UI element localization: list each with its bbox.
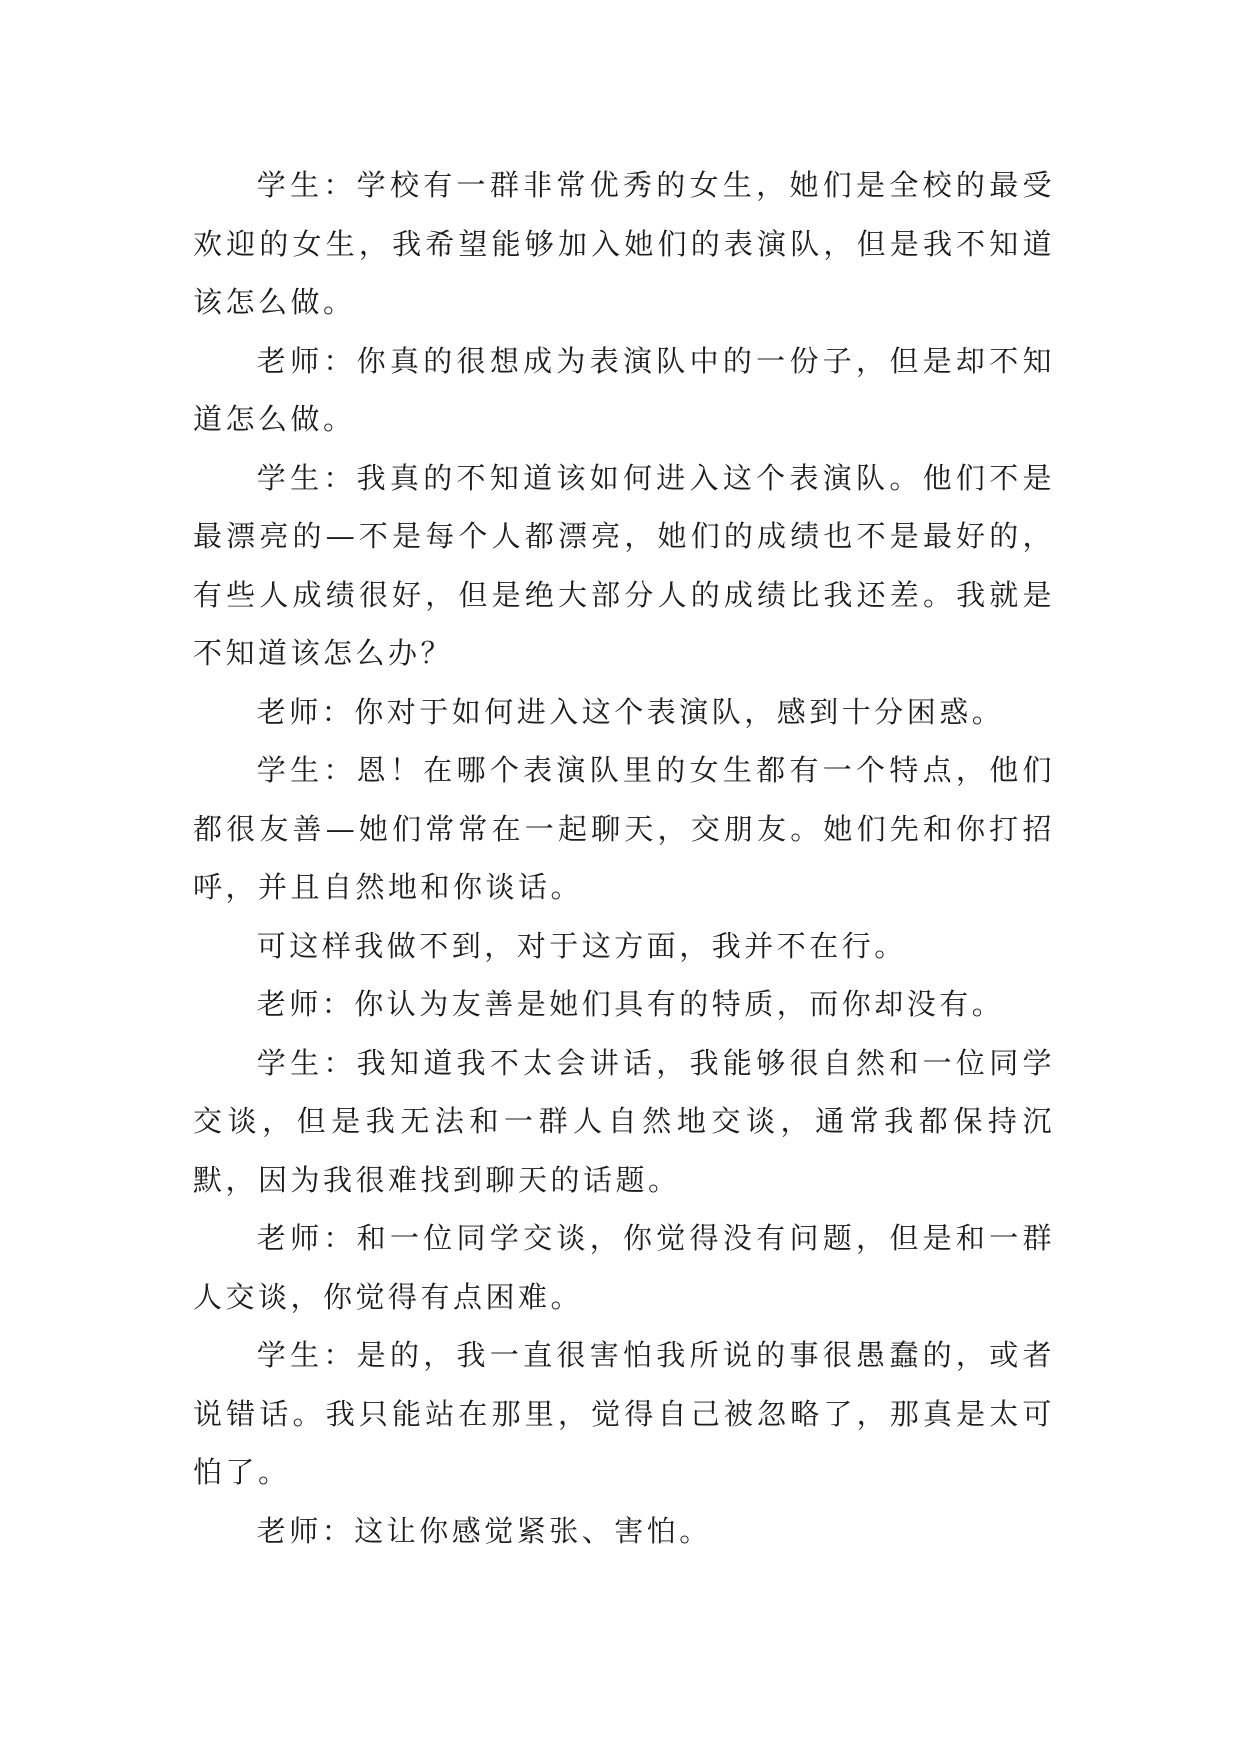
paragraph-teacher-4: 老师：和一位同学交谈，你觉得没有问题，但是和一群人交谈，你觉得有点困难。 [193, 1221, 1055, 1314]
paragraph-teacher-1: 老师：你真的很想成为表演队中的一份子，但是却不知道怎么做。 [193, 343, 1055, 436]
paragraph-teacher-2: 老师：你对于如何进入这个表演队，感到十分困惑。 [256, 694, 1005, 729]
paragraph-student-5: 学生：是的，我一直很害怕我所说的事很愚蠢的，或者说错话。我只能站在那里，觉得自己被忽略了，那真是太可怕了。 [193, 1338, 1055, 1489]
paragraph-teacher-3: 老师：你认为友善是她们具有的特质，而你却没有。 [256, 987, 1005, 1021]
paragraph-student-3-continued: 可这样我做不到，对于这方面，我并不在行。 [256, 928, 907, 963]
paragraph-student-3: 学生：恩！在哪个表演队里的女生都有一个特点，他们都很友善—她们常常在一起聊天，交朋友。她们先和你打招呼，并且自然地和你谈话。 [193, 753, 1055, 904]
paragraph-student-1: 学生：学校有一群非常优秀的女生，她们是全校的最受欢迎的女生，我希望能够加入她们的表演队，但是我不知道该怎么做。 [193, 168, 1055, 319]
paragraph-student-4: 学生：我知道我不太会讲话，我能够很自然和一位同学交谈，但是我无法和一群人自然地交谈，通常我都保持沉默，因为我很难找到聊天的话题。 [193, 1045, 1055, 1197]
paragraph-teacher-5: 老师：这让你感觉紧张、害怕。 [256, 1513, 712, 1548]
document-body [193, 156, 1055, 1560]
paragraph-student-2: 学生：我真的不知道该如何进入这个表演队。他们不是最漂亮的—不是每个人都漂亮，她们的成绩也不是最好的，有些人成绩很好，但是绝大部分人的成绩比我还差。我就是不知道该怎么办？ [193, 460, 1055, 670]
